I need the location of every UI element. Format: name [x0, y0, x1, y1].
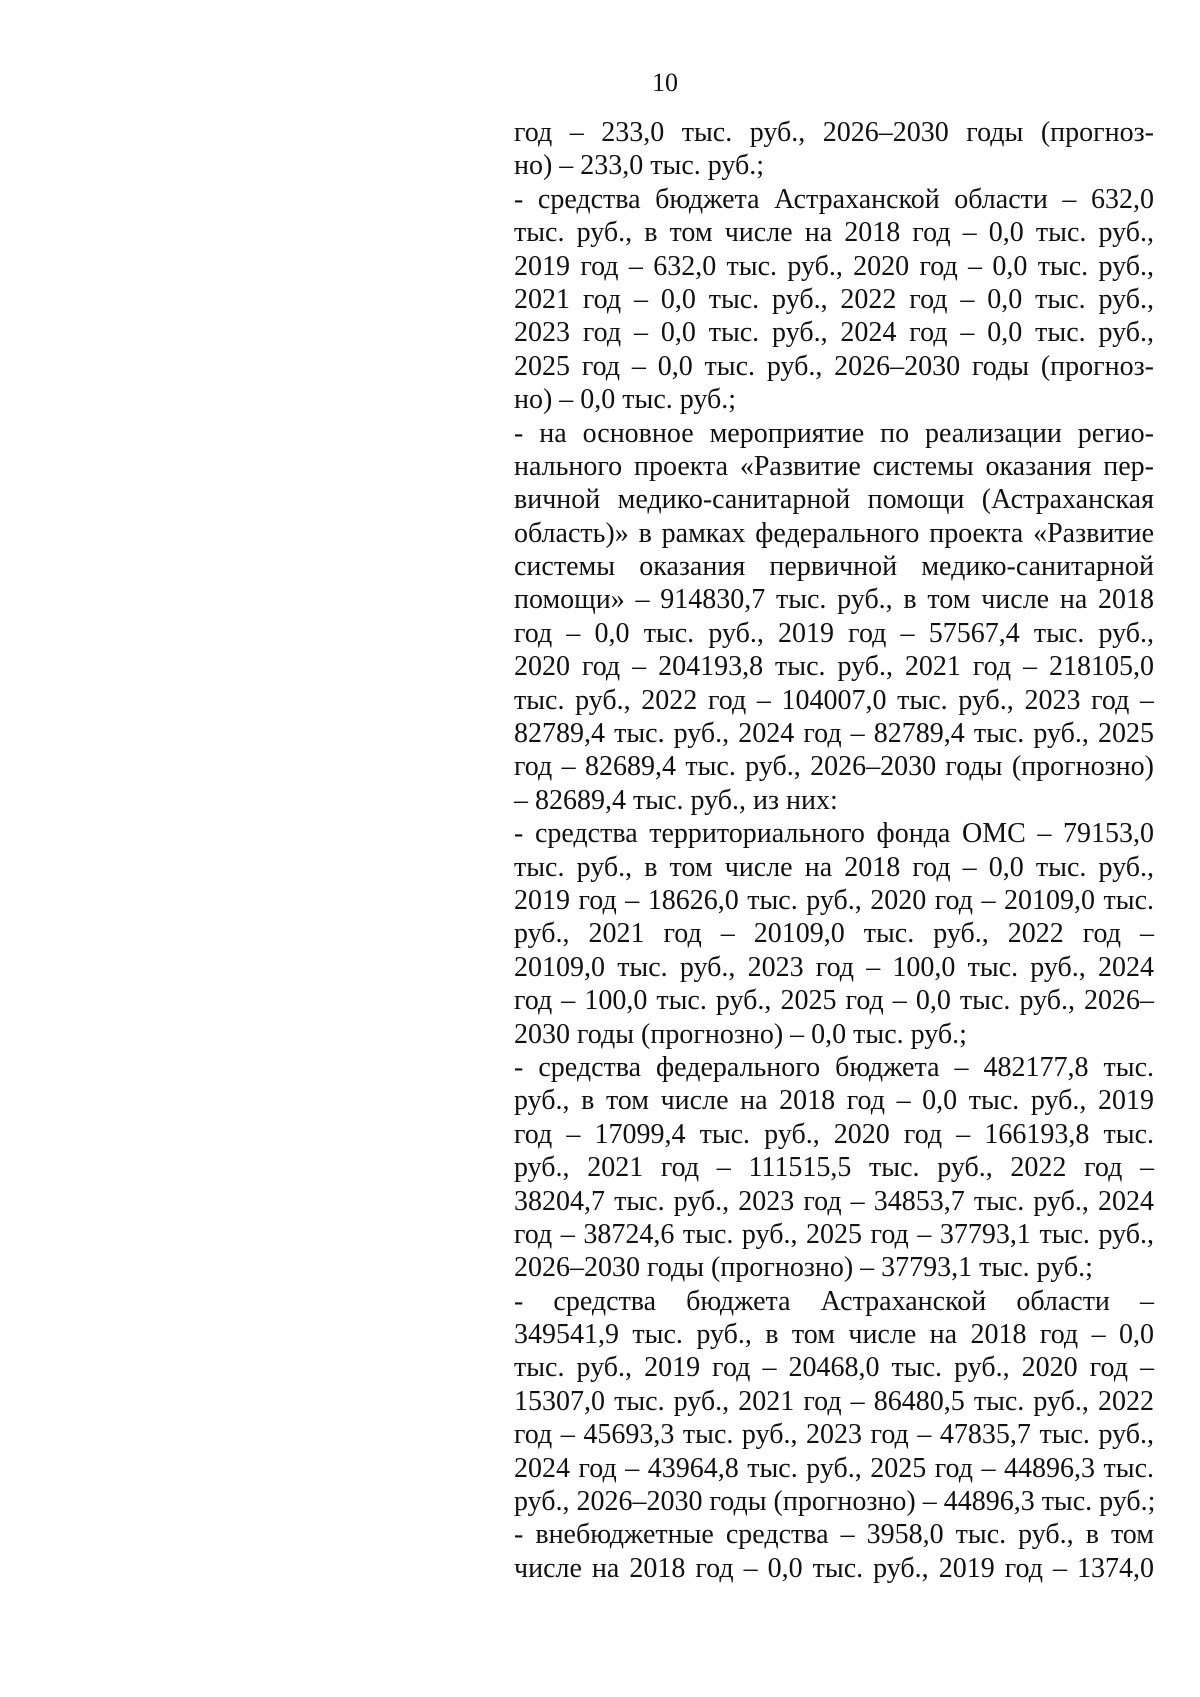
text-line: год – 0,0 тыс. руб., 2019 год – 57567,4 тыс. руб., [514, 617, 1154, 649]
text-line: - средства федерального бюджета – 482177,8 тыс. [514, 1051, 1154, 1083]
text-line: нального проекта «Развитие системы оказания пер- [514, 450, 1154, 482]
text-line: год – 82689,4 тыс. руб., 2026–2030 годы (прогнозно) [514, 751, 1154, 783]
text-line: год – 45693,3 тыс. руб., 2023 год – 47835,7 тыс. руб., [514, 1419, 1154, 1451]
text-line: 2026–2030 годы (прогнозно) – 37793,1 тыс. руб.; [514, 1252, 1093, 1284]
text-line: - средства территориального фонда ОМС – 79153,0 [514, 818, 1154, 850]
text-line: руб., 2026–2030 годы (прогнозно) – 44896,3 тыс. руб.; [514, 1486, 1156, 1518]
text-line: область)» в рамках федерального проекта «Развитие [514, 517, 1154, 549]
body-text-column [514, 116, 1154, 1585]
text-line: 15307,0 тыс. руб., 2021 год – 86480,5 тыс. руб., 2022 [514, 1385, 1154, 1417]
text-line: вичной медико-санитарной помощи (Астраханская [514, 484, 1154, 516]
text-line: 2019 год – 632,0 тыс. руб., 2020 год – 0,0 тыс. руб., [514, 250, 1154, 282]
text-line: но) – 0,0 тыс. руб.; [514, 384, 737, 416]
text-line: руб., 2021 год – 111515,5 тыс. руб., 2022 год – [514, 1152, 1154, 1184]
text-line: - внебюджетные средства – 3958,0 тыс. руб., в том [514, 1519, 1154, 1551]
text-line: 2019 год – 18626,0 тыс. руб., 2020 год – 20109,0 тыс. [514, 884, 1154, 916]
text-line: - средства бюджета Астраханской области – [514, 1285, 1154, 1317]
text-line: системы оказания первичной медико-санитарной [514, 551, 1154, 583]
text-line: помощи» – 914830,7 тыс. руб., в том числе на 2018 [514, 584, 1154, 616]
text-line: тыс. руб., в том числе на 2018 год – 0,0 тыс. руб., [514, 851, 1154, 883]
text-line: 2025 год – 0,0 тыс. руб., 2026–2030 годы (прогноз- [514, 350, 1154, 382]
text-line: тыс. руб., 2019 год – 20468,0 тыс. руб., 2020 год – [514, 1352, 1154, 1384]
text-line: руб., в том числе на 2018 год – 0,0 тыс. руб., 2019 [514, 1085, 1154, 1117]
text-line: 2024 год – 43964,8 тыс. руб., 2025 год – 44896,3 тыс. [514, 1452, 1154, 1484]
text-line: 38204,7 тыс. руб., 2023 год – 34853,7 тыс. руб., 2024 [514, 1185, 1154, 1217]
text-line: тыс. руб., в том числе на 2018 год – 0,0 тыс. руб., [514, 217, 1154, 249]
text-line: - на основное мероприятие по реализации регио- [514, 417, 1154, 449]
text-line: числе на 2018 год – 0,0 тыс. руб., 2019 год – 1374,0 [514, 1552, 1154, 1584]
text-line: год – 233,0 тыс. руб., 2026–2030 годы (прогноз- [514, 117, 1154, 148]
text-line: год – 38724,6 тыс. руб., 2025 год – 37793,1 тыс. руб., [514, 1218, 1154, 1250]
text-line: 20109,0 тыс. руб., 2023 год – 100,0 тыс. руб., 2024 [514, 951, 1154, 983]
text-line: 82789,4 тыс. руб., 2024 год – 82789,4 тыс. руб., 2025 [514, 718, 1154, 750]
text-line: руб., 2021 год – 20109,0 тыс. руб., 2022 год – [514, 918, 1154, 950]
text-line: тыс. руб., 2022 год – 104007,0 тыс. руб., 2023 год – [514, 684, 1154, 716]
text-line: но) – 233,0 тыс. руб.; [514, 150, 765, 182]
text-line: год – 100,0 тыс. руб., 2025 год – 0,0 тыс. руб., 2026– [514, 985, 1154, 1017]
page-number: 10 [652, 68, 678, 97]
text-line: 2030 годы (прогнозно) – 0,0 тыс. руб.; [514, 1018, 967, 1050]
text-line: 2020 год – 204193,8 тыс. руб., 2021 год – 218105,0 [514, 651, 1154, 683]
text-line: год – 17099,4 тыс. руб., 2020 год – 166193,8 тыс. [514, 1118, 1154, 1150]
text-line: - средства бюджета Астраханской области – 632,0 [514, 183, 1154, 215]
text-line: 349541,9 тыс. руб., в том числе на 2018 год – 0,0 [514, 1319, 1154, 1351]
text-line: 2023 год – 0,0 тыс. руб., 2024 год – 0,0 тыс. руб., [514, 317, 1154, 349]
text-line: – 82689,4 тыс. руб., из них: [514, 784, 838, 816]
text-line: 2021 год – 0,0 тыс. руб., 2022 год – 0,0 тыс. руб., [514, 283, 1154, 315]
